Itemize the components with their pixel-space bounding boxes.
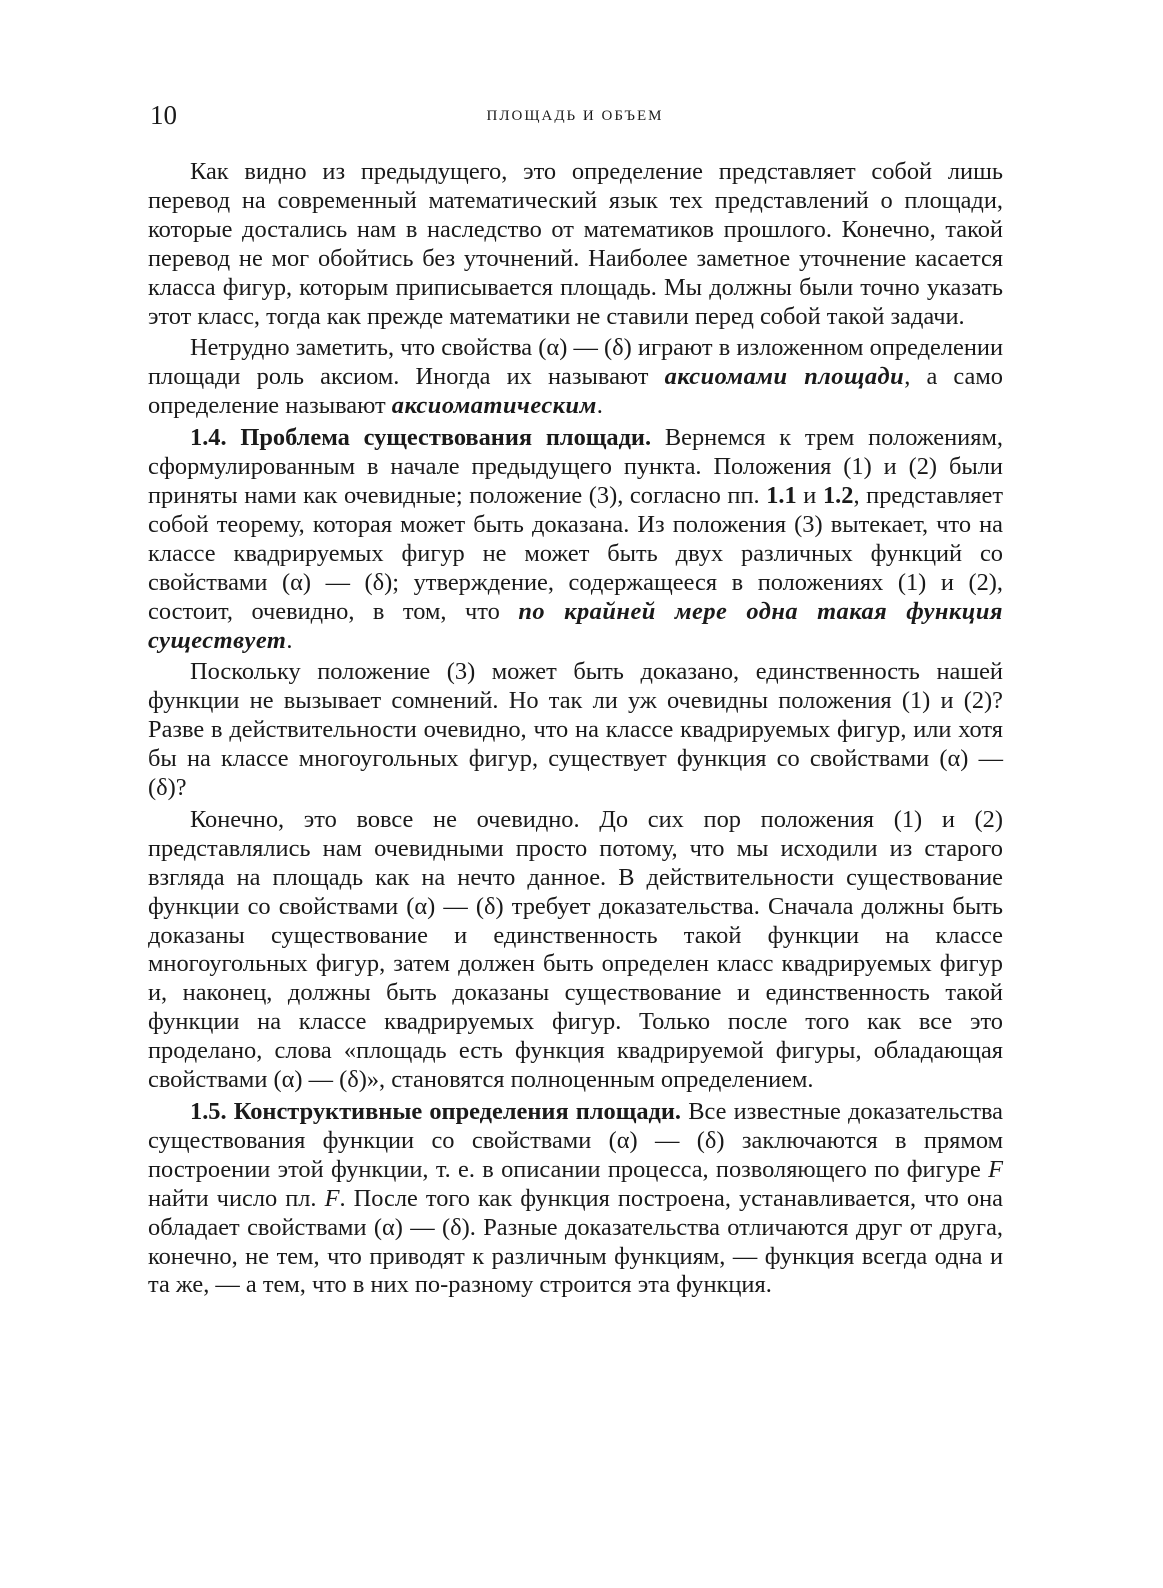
paragraph: Нетрудно заметить, что свойства (α) — (δ) играют в изложенном определении площади роль аксиом. Иногда их называют аксиомами площади, а само определение называют аксиоматическим.	[148, 334, 1004, 420]
section-reference: 1.1	[766, 481, 797, 509]
running-title: ПЛОЩАДЬ И ОБЪЕМ	[486, 108, 664, 124]
paragraph: 1.5. Конструктивные определения площади. Все известные доказательства существования функции со свойствами (α) — (δ) заключаются в прямом построении этой функции, т. е. в описании процесса, позволяющего по фигуре F найти число пл. F. После того как функция построена, устанавливается, что она обладает свойствами (α) — (δ). Разные доказательства отличаются друг от друга, конечно, не тем, что приводят к различным функциям, — функция всегда одна и та же, — а тем, что в них по-разному строится эта функция.	[148, 1098, 1004, 1299]
page-header	[150, 100, 1000, 140]
section-heading: 1.4. Проблема существования площади.	[190, 424, 652, 452]
body-text	[148, 158, 1003, 1300]
emphasis: по крайней мере одна такая функция существует	[148, 597, 1003, 654]
paragraph: 1.4. Проблема существования площади. Вернемся к трем положениям, сформулированным в начале предыдущего пункта. Положения (1) и (2) были приняты нами как очевидные; положение (3), согласно пп. 1.1 и 1.2, представляет собой теорему, которая может быть доказана. Из положения (3) вытекает, что на классе квадрируемых фигур не может быть двух различных функций со свойствами (α) — (δ); утверждение, содержащееся в положениях (1) и (2), состоит, очевидно, в том, что по крайней мере одна такая функция существует.	[148, 424, 1004, 654]
paragraph: Конечно, это вовсе не очевидно. До сих пор положения (1) и (2) представлялись нам очевидными просто потому, что мы исходили из старого взгляда на площадь как на нечто данное. В действительности существование функции со свойствами (α) — (δ) требует доказательства. Сначала должны быть доказаны существование и единственность такой функции на классе многоугольных фигур, затем должен быть определен класс квадрируемых фигур и, наконец, должны быть доказаны существование и единственность такой функции на классе квадрируемых фигур. Только после того как все это проделано, слова «площадь есть функция квадрируемой фигуры, обладающая свойствами (α) — (δ)», становятся полноценным определением.	[148, 805, 1003, 1094]
math-variable: F	[324, 1184, 340, 1212]
emphasis: аксиоматическим	[391, 392, 597, 420]
paragraph: Поскольку положение (3) может быть доказано, единственность нашей функции не вызывает сомнений. Но так ли уж очевидны положения (1) и (2)? Разве в действительности очевидно, что на классе квадрируемых фигур, или хотя бы на классе многоугольных фигур, существует функция со свойствами (α) — (δ)?	[148, 658, 1003, 802]
section-reference: 1.2	[822, 481, 854, 509]
paragraph: Как видно из предыдущего, это определение представляет собой лишь перевод на современный математический язык тех представлений о площади, которые достались нам в наследство от математиков прошлого. Конечно, такой перевод не мог обойтись без уточнений. Наиболее заметное уточнение касается класса фигур, которым приписывается площадь. Мы должны были точно указать этот класс, тогда как прежде математики не ставили перед собой такой задачи.	[148, 158, 1003, 330]
section-heading: 1.5. Конструктивные определения площади.	[190, 1098, 682, 1125]
math-variable: F	[988, 1155, 1003, 1183]
emphasis: аксиомами площади	[664, 363, 905, 391]
page-number: 10	[150, 100, 177, 130]
